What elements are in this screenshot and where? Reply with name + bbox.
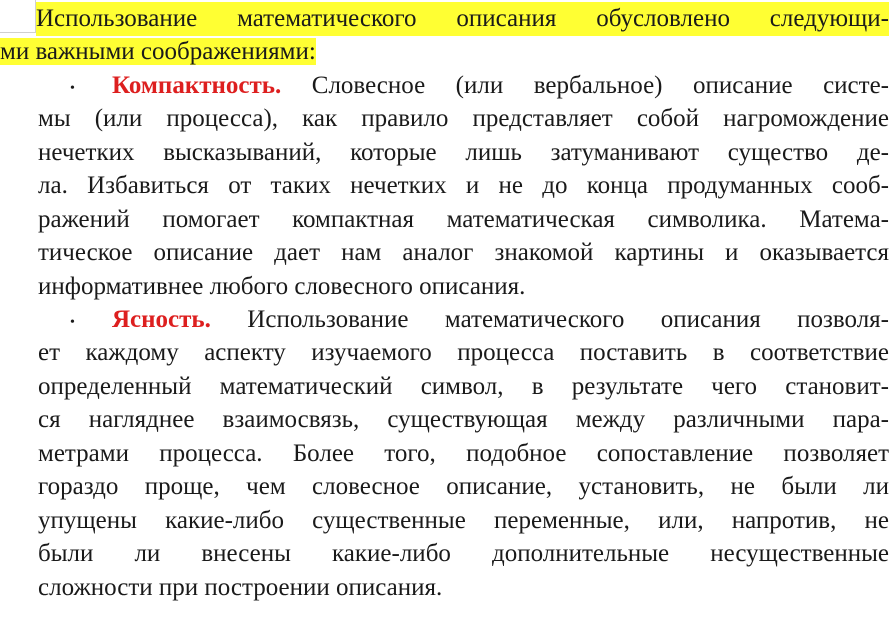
bullet-2-line-2: [38, 336, 889, 370]
bullet-1-line-6: [38, 236, 889, 270]
bullet-2-first-line: [112, 303, 889, 337]
bullet-2-line-1: [112, 303, 889, 337]
bullet-1-text-3: ла. Избавиться от таких нечетких и не до конца продуманных сооб-: [38, 172, 889, 199]
bullet-2-text-8: сложности при построении описания.: [38, 574, 443, 601]
bullet-1-text-2: нечетких высказываний, которые лишь затуманивают существо де-: [38, 139, 889, 166]
bullet-1-text-0: Словесное (или вербальное) описание систе-: [311, 72, 890, 99]
bullet-2-text-7: были ли внесены какие-либо дополнительные несущественные: [38, 540, 889, 567]
bullet-2-text-3: ся нагляднее взаимосвязь, существующая между различными пара-: [38, 406, 889, 433]
bullet-marker-2: •: [70, 315, 75, 330]
bullet-2-line-5: [38, 437, 889, 471]
bullet-2-text-2: определенный математический символ, в результате чего становит-: [38, 373, 889, 400]
bullet-1-text-5: тическое описание дает нам аналог знакомой картины и оказывается: [38, 239, 889, 266]
bullet-1-text-6: информативнее любого словесного описания.: [38, 273, 526, 300]
bullet-1-text-4: ражений помогает компактная математическая символика. Матема-: [38, 206, 889, 233]
intro-text-1: Использование математического описания обусловлено следующи-: [36, 2, 889, 36]
bullet-2-text-5: гораздо проще, чем словесное описание, установить, не были ли: [38, 473, 889, 500]
bullet-2-text-4: метрами процесса. Более того, подобное сопоставление позволяет: [38, 440, 889, 467]
bullet-2-text-6: упущены какие-либо существенные переменные, или, напротив, не: [38, 507, 889, 534]
bullet-2-line-3: [38, 370, 889, 404]
bullet-1-first-line: [112, 69, 889, 103]
term-clarity: Ясность.: [112, 306, 211, 333]
bullet-2-text-1: ет каждому аспекту изучаемого процесса поставить в соответствие: [38, 339, 889, 366]
bullet-1-line-5: [38, 203, 889, 237]
bullet-2-line-8: [38, 537, 889, 571]
bullet-1-line-1: [112, 69, 889, 103]
bullet-2-text-0: Использование математического описания позволя-: [247, 306, 889, 333]
bullet-1-text-1: мы (или процесса), как правило представляет собой нагромождение: [38, 105, 889, 132]
bullet-1-line-3: [38, 136, 889, 170]
bullet-1-line-7: [38, 270, 525, 304]
bullet-marker-1: •: [70, 81, 75, 96]
bullet-1-line-2: [38, 102, 889, 136]
bullet-2-line-7: [38, 504, 889, 538]
indent-box: [0, 0, 36, 33]
bullet-1-line-4: [38, 169, 889, 203]
bullet-2-line-6: [38, 470, 889, 504]
term-compactness: Компактность.: [112, 72, 282, 99]
intro-text-2: ми важными соображениями:: [0, 38, 316, 65]
intro-line-2: [0, 35, 316, 69]
bullet-2-line-9: [38, 571, 442, 605]
bullet-2-line-4: [38, 403, 889, 437]
intro-line-1: [36, 2, 889, 36]
